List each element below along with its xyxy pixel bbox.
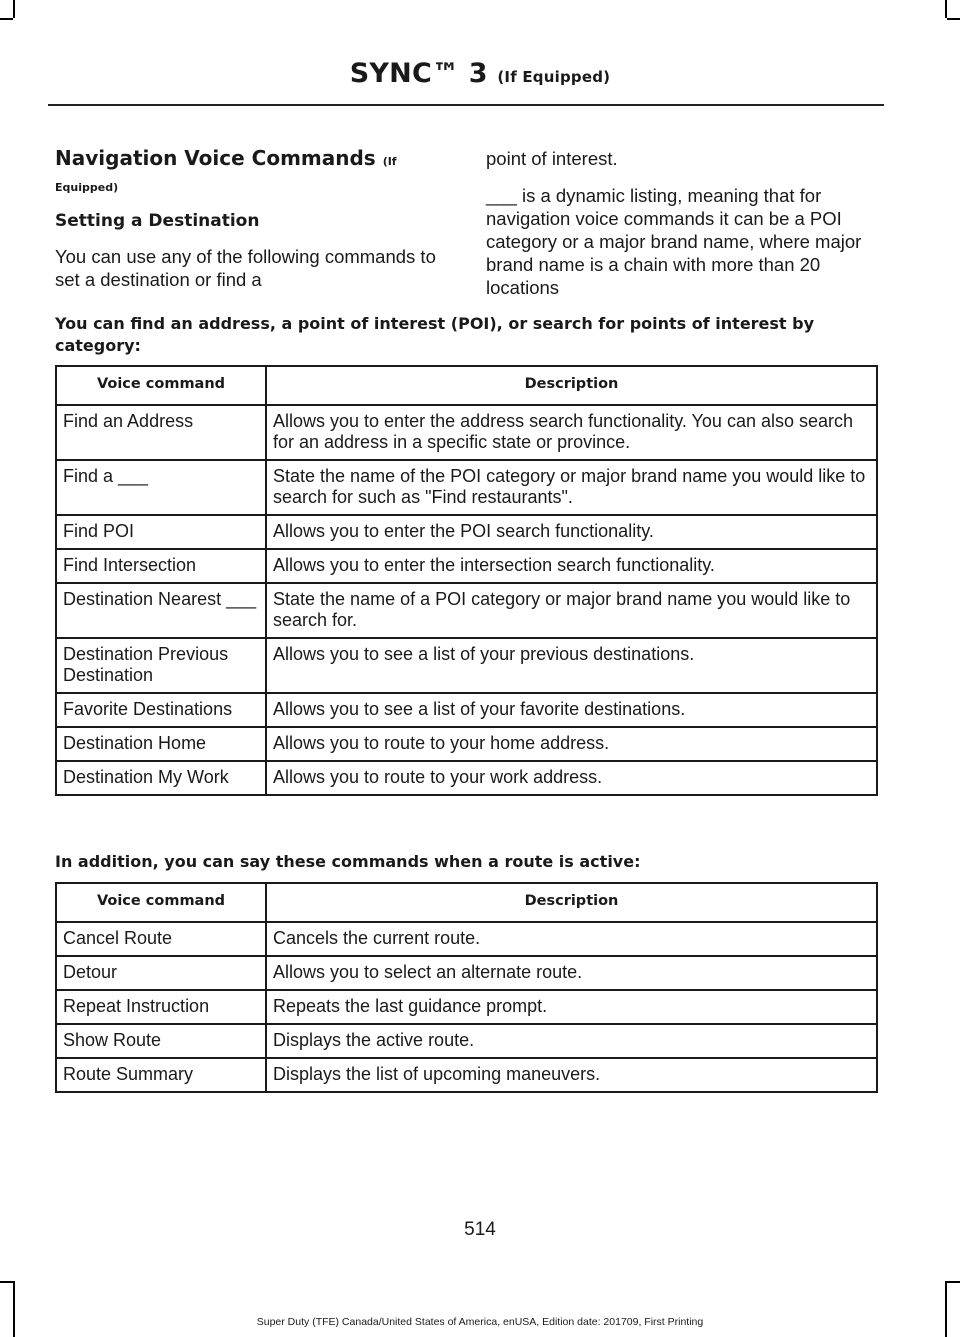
destination-commands-table: [55, 365, 878, 796]
description-cell: Allows you to see a list of your favorite destinations.: [266, 693, 877, 727]
column-header: Voice command: [56, 883, 266, 922]
page-footer: Super Duty (TFE) Canada/United States of America, enUSA, Edition date: 201709, First Printing: [256, 1316, 704, 1328]
table-row: [56, 549, 877, 583]
description-cell: State the name of the POI category or major brand name you would like to search for such as "Find restaurants".: [266, 460, 877, 515]
voice-command-cell: Route Summary: [56, 1058, 266, 1092]
table-row: [56, 761, 877, 795]
table-row: [56, 727, 877, 761]
description-cell: Allows you to select an alternate route.: [266, 956, 877, 990]
table-row: [56, 990, 877, 1024]
voice-command-cell: Find Intersection: [56, 549, 266, 583]
table-row: [56, 638, 877, 693]
crop-mark: [945, 0, 947, 18]
crop-mark: [945, 1281, 947, 1337]
description-cell: Repeats the last guidance prompt.: [266, 990, 877, 1024]
voice-command-cell: Find an Address: [56, 405, 266, 460]
description-cell: Allows you to enter the POI search functionality.: [266, 515, 877, 549]
description-cell: Allows you to route to your work address.: [266, 761, 877, 795]
crop-mark: [947, 18, 960, 20]
voice-command-cell: Favorite Destinations: [56, 693, 266, 727]
description-cell: Allows you to enter the intersection search functionality.: [266, 549, 877, 583]
table-row: [56, 405, 877, 460]
voice-command-cell: Find POI: [56, 515, 266, 549]
header-divider: [48, 104, 884, 106]
section-heading-suffix-cont: Equipped): [55, 181, 119, 194]
crop-mark: [947, 1281, 960, 1283]
table-header-row: [56, 883, 877, 922]
voice-command-cell: Cancel Route: [56, 922, 266, 956]
intro-paragraph-cont: point of interest.: [486, 148, 618, 169]
page-number: 514: [464, 1219, 496, 1240]
section-heading: [55, 143, 440, 177]
description-cell: Displays the list of upcoming maneuvers.: [266, 1058, 877, 1092]
subsection-heading: Setting a Destination: [55, 211, 260, 231]
header-title-suffix: (If Equipped): [497, 68, 611, 86]
table-row: [56, 515, 877, 549]
right-column: [486, 147, 886, 299]
header-title: SYNC™ 3: [349, 58, 488, 89]
description-cell: Allows you to see a list of your previous destinations.: [266, 638, 877, 693]
section-heading-text: Navigation Voice Commands: [55, 146, 376, 170]
intro-paragraph: You can use any of the following commands to set a destination or find a: [55, 246, 436, 290]
section-heading-suffix: (If: [382, 155, 397, 168]
crop-mark: [0, 1281, 13, 1283]
description-cell: Displays the active route.: [266, 1024, 877, 1058]
description-cell: Cancels the current route.: [266, 922, 877, 956]
left-column: [55, 143, 440, 291]
voice-command-cell: Repeat Instruction: [56, 990, 266, 1024]
description-cell: Allows you to route to your home address.: [266, 727, 877, 761]
table-row: [56, 922, 877, 956]
voice-command-cell: Detour: [56, 956, 266, 990]
table-row: [56, 956, 877, 990]
table-row: [56, 1024, 877, 1058]
table-row: [56, 460, 877, 515]
column-header: Description: [266, 366, 877, 405]
column-header: Voice command: [56, 366, 266, 405]
voice-command-cell: Destination Home: [56, 727, 266, 761]
voice-command-cell: Destination My Work: [56, 761, 266, 795]
voice-command-cell: Destination Previous Destination: [56, 638, 266, 693]
crop-mark: [13, 1281, 15, 1337]
active-route-commands-table: [55, 882, 878, 1093]
dynamic-listing-note: ___ is a dynamic listing, meaning that for navigation voice commands it can be a POI category or a major brand name, where major brand name is a chain with more than 20 locations: [486, 185, 862, 298]
column-header: Description: [266, 883, 877, 922]
description-cell: Allows you to enter the address search functionality. You can also search for an address in a specific state or province.: [266, 405, 877, 460]
crop-mark: [13, 0, 15, 18]
table-row: [56, 693, 877, 727]
table-row: [56, 1058, 877, 1092]
description-cell: State the name of a POI category or major brand name you would like to search for.: [266, 583, 877, 638]
voice-command-cell: Show Route: [56, 1024, 266, 1058]
voice-command-cell: Find a ___: [56, 460, 266, 515]
voice-command-cell: Destination Nearest ___: [56, 583, 266, 638]
table-header-row: [56, 366, 877, 405]
table1-intro: You can find an address, a point of interest (POI), or search for points of interest by category:: [55, 314, 815, 355]
table-row: [56, 583, 877, 638]
crop-mark: [0, 18, 13, 20]
table2-intro: In addition, you can say these commands when a route is active:: [55, 852, 641, 871]
page-header: [0, 58, 960, 89]
